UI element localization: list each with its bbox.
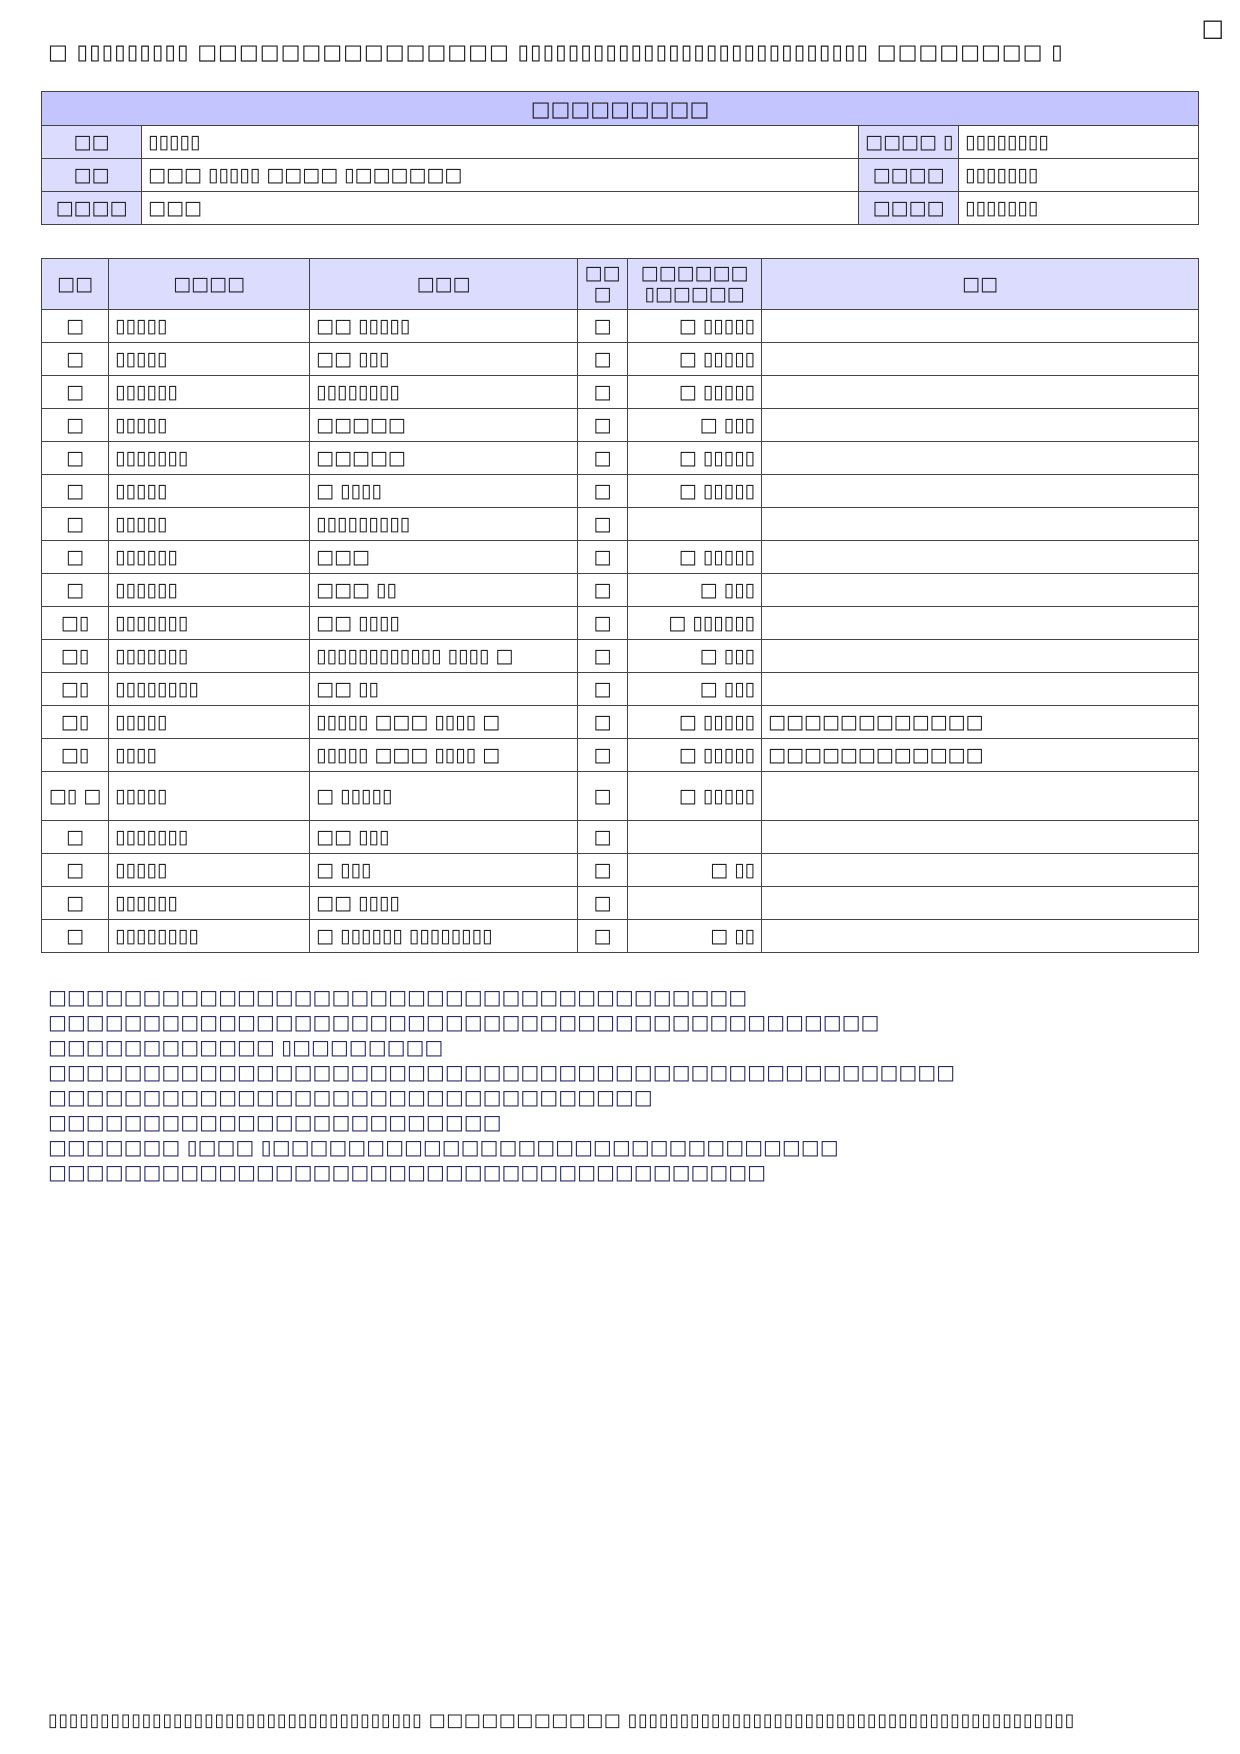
table-row bbox=[42, 607, 1199, 640]
cell-no: □▯ □ bbox=[42, 772, 109, 821]
cell-no: □ bbox=[42, 541, 109, 574]
column-header-name: □□□ bbox=[310, 259, 578, 310]
cell-note bbox=[762, 409, 1199, 442]
page-footer-text: ▯▯▯▯▯▯▯▯▯▯▯▯▯▯▯▯▯▯▯▯▯▯▯▯▯▯▯▯▯▯▯▯▯▯▯▯ □□□□□□□□□□□ ▯▯▯▯▯▯▯▯▯▯▯▯▯▯▯▯▯▯▯▯▯▯▯▯▯▯▯▯▯▯▯▯▯▯▯▯▯▯▯▯▯▯▯ bbox=[48, 1710, 1076, 1731]
cell-name: □ ▯▯▯ bbox=[310, 854, 578, 887]
cell-code: ▯▯▯▯▯▯ bbox=[109, 887, 310, 920]
cell-code: ▯▯▯▯▯ bbox=[109, 310, 310, 343]
cell-code: ▯▯▯▯▯▯▯ bbox=[109, 442, 310, 475]
cell-note bbox=[762, 920, 1199, 953]
cell-code: ▯▯▯▯▯▯ bbox=[109, 574, 310, 607]
cell-no: □▯ bbox=[42, 739, 109, 772]
cell-qty: □ bbox=[578, 343, 628, 376]
cell-name: ▯▯▯▯▯▯▯▯▯▯▯▯ ▯▯▯▯ □ bbox=[310, 640, 578, 673]
cell-name: □□ ▯▯▯ bbox=[310, 343, 578, 376]
cell-price: □ ▯▯▯▯▯ bbox=[628, 475, 762, 508]
cell-code: ▯▯▯▯▯▯▯ bbox=[109, 821, 310, 854]
table-row bbox=[42, 475, 1199, 508]
cell-price: □ ▯▯▯▯▯ bbox=[628, 541, 762, 574]
cell-code: ▯▯▯▯▯ bbox=[109, 772, 310, 821]
cell-qty: □ bbox=[578, 574, 628, 607]
cell-price: □ ▯▯▯▯▯ bbox=[628, 772, 762, 821]
cell-name: □□ ▯▯▯ bbox=[310, 821, 578, 854]
info-label: □□□□ bbox=[859, 159, 959, 192]
table-row bbox=[42, 854, 1199, 887]
table-row bbox=[42, 772, 1199, 821]
info-label: □□ bbox=[42, 126, 142, 159]
table-row bbox=[42, 541, 1199, 574]
cell-price: □ ▯▯ bbox=[628, 920, 762, 953]
parts-table bbox=[41, 258, 1199, 953]
cell-price: □ ▯▯▯▯▯ bbox=[628, 310, 762, 343]
document-header-text: □ ▯▯▯▯▯▯▯▯▯ □□□□□□□□□□□□□□□ ▯▯▯▯▯▯▯▯▯▯▯▯▯▯▯▯▯▯▯▯▯▯▯▯▯▯▯▯ □□□□□□□□ ▯ bbox=[48, 40, 1064, 64]
table-row bbox=[42, 739, 1199, 772]
info-value: ▯▯▯▯▯▯▯▯ bbox=[959, 126, 1199, 159]
cell-note bbox=[762, 673, 1199, 706]
table-row bbox=[42, 409, 1199, 442]
cell-code: ▯▯▯▯▯ bbox=[109, 409, 310, 442]
table-row bbox=[42, 706, 1199, 739]
cell-price bbox=[628, 821, 762, 854]
cell-no: □ bbox=[42, 854, 109, 887]
cell-note bbox=[762, 607, 1199, 640]
cell-no: □▯ bbox=[42, 607, 109, 640]
cell-price: □ ▯▯▯ bbox=[628, 574, 762, 607]
cell-price: □ ▯▯▯▯▯ bbox=[628, 739, 762, 772]
note-line: □□□□□□□□□□□□□□□□□□□□□□□□□□□□□□□□□□□□□□□□□□□□□□□□ bbox=[48, 1060, 956, 1084]
cell-name: □ ▯▯▯▯ bbox=[310, 475, 578, 508]
cell-qty: □ bbox=[578, 607, 628, 640]
cell-note bbox=[762, 508, 1199, 541]
cell-price: □ ▯▯▯▯▯ bbox=[628, 376, 762, 409]
cell-note: □□□□□□□□□□□□ bbox=[762, 706, 1199, 739]
cell-qty: □ bbox=[578, 376, 628, 409]
cell-no: □▯ bbox=[42, 640, 109, 673]
info-value: ▯▯▯▯▯▯▯ bbox=[959, 159, 1199, 192]
cell-note bbox=[762, 887, 1199, 920]
cell-no: □ bbox=[42, 409, 109, 442]
cell-note bbox=[762, 772, 1199, 821]
cell-no: □▯ bbox=[42, 706, 109, 739]
cell-code: ▯▯▯▯▯▯▯ bbox=[109, 607, 310, 640]
cell-name: ▯▯▯▯▯ □□□ ▯▯▯▯ □ bbox=[310, 706, 578, 739]
table-row bbox=[42, 574, 1199, 607]
info-table bbox=[41, 91, 1199, 225]
cell-name: □□□ ▯▯ bbox=[310, 574, 578, 607]
cell-no: □ bbox=[42, 574, 109, 607]
info-value: ▯▯▯▯▯▯▯ bbox=[959, 192, 1199, 225]
info-value: □□□ ▯▯▯▯▯ □□□□ ▯□□□□□□ bbox=[142, 159, 859, 192]
table-row bbox=[42, 673, 1199, 706]
info-label: □□ bbox=[42, 159, 142, 192]
cell-qty: □ bbox=[578, 508, 628, 541]
cell-note bbox=[762, 475, 1199, 508]
cell-no: □ bbox=[42, 508, 109, 541]
table-row bbox=[42, 343, 1199, 376]
column-header-no: □□ bbox=[42, 259, 109, 310]
cell-name: □□ ▯▯▯▯ bbox=[310, 887, 578, 920]
cell-note bbox=[762, 442, 1199, 475]
cell-name: □□□□□ bbox=[310, 409, 578, 442]
cell-code: ▯▯▯▯▯ bbox=[109, 343, 310, 376]
note-line: □□□□□□□□□□□□□□□□□□□□□□□□□□□□□□□□□□□□□□ bbox=[48, 1160, 767, 1184]
cell-qty: □ bbox=[578, 920, 628, 953]
cell-no: □ bbox=[42, 442, 109, 475]
cell-price bbox=[628, 887, 762, 920]
cell-name: □□ ▯▯▯▯ bbox=[310, 607, 578, 640]
cell-name: □□ ▯▯ bbox=[310, 673, 578, 706]
cell-note bbox=[762, 541, 1199, 574]
page-corner-mark: □ bbox=[1201, 14, 1224, 42]
cell-price: □ ▯▯▯▯▯ bbox=[628, 706, 762, 739]
cell-name: ▯▯▯▯▯▯▯▯▯ bbox=[310, 508, 578, 541]
cell-price: □ ▯▯▯ bbox=[628, 673, 762, 706]
info-table-title: □□□□□□□□□ bbox=[42, 92, 1199, 126]
table-row bbox=[42, 310, 1199, 343]
cell-price: □ ▯▯▯▯▯▯ bbox=[628, 607, 762, 640]
cell-price: □ ▯▯ bbox=[628, 854, 762, 887]
cell-note bbox=[762, 640, 1199, 673]
cell-qty: □ bbox=[578, 442, 628, 475]
cell-code: ▯▯▯▯▯▯ bbox=[109, 541, 310, 574]
cell-note bbox=[762, 821, 1199, 854]
cell-code: ▯▯▯▯▯ bbox=[109, 854, 310, 887]
table-row bbox=[42, 508, 1199, 541]
cell-code: ▯▯▯▯▯ bbox=[109, 475, 310, 508]
cell-price: □ ▯▯▯▯▯ bbox=[628, 442, 762, 475]
table-row bbox=[42, 920, 1199, 953]
cell-code: ▯▯▯▯ bbox=[109, 739, 310, 772]
cell-qty: □ bbox=[578, 706, 628, 739]
cell-qty: □ bbox=[578, 772, 628, 821]
cell-name: ▯▯▯▯▯▯▯▯ bbox=[310, 376, 578, 409]
cell-qty: □ bbox=[578, 673, 628, 706]
cell-qty: □ bbox=[578, 475, 628, 508]
info-label: □□□□ bbox=[859, 192, 959, 225]
note-line: □□□□□□□□□□□□ ▯□□□□□□□□ bbox=[48, 1035, 444, 1059]
cell-code: ▯▯▯▯▯▯▯ bbox=[109, 640, 310, 673]
column-header-qty: □□ □ bbox=[578, 259, 628, 310]
cell-note bbox=[762, 343, 1199, 376]
cell-name: □ ▯▯▯▯▯▯ ▯▯▯▯▯▯▯▯ bbox=[310, 920, 578, 953]
cell-code: ▯▯▯▯▯ bbox=[109, 508, 310, 541]
cell-name: ▯▯▯▯▯ □□□ ▯▯▯▯ □ bbox=[310, 739, 578, 772]
notes-section bbox=[48, 985, 955, 1185]
cell-no: □ bbox=[42, 343, 109, 376]
note-line: □□□□□□□□□□□□□□□□□□□□□□□□□□□□□□□□ bbox=[48, 1085, 653, 1109]
info-label: □□□□ ▯ bbox=[859, 126, 959, 159]
cell-note bbox=[762, 376, 1199, 409]
cell-price: □ ▯▯▯ bbox=[628, 640, 762, 673]
cell-no: □▯ bbox=[42, 673, 109, 706]
cell-price: □ ▯▯▯ bbox=[628, 409, 762, 442]
cell-code: ▯▯▯▯▯ bbox=[109, 706, 310, 739]
cell-price bbox=[628, 508, 762, 541]
cell-name: □ ▯▯▯▯▯ bbox=[310, 772, 578, 821]
cell-qty: □ bbox=[578, 821, 628, 854]
table-row bbox=[42, 376, 1199, 409]
note-line: □□□□□□□ ▯□□□ ▯□□□□□□□□□□□□□□□□□□□□□□□□□□□□□□ bbox=[48, 1135, 839, 1159]
note-line: □□□□□□□□□□□□□□□□□□□□□□□□□□□□□□□□□□□□□□□□□□□□ bbox=[48, 1010, 880, 1034]
cell-name: □□ ▯▯▯▯▯ bbox=[310, 310, 578, 343]
cell-qty: □ bbox=[578, 640, 628, 673]
cell-qty: □ bbox=[578, 409, 628, 442]
cell-code: ▯▯▯▯▯▯▯▯ bbox=[109, 673, 310, 706]
cell-qty: □ bbox=[578, 541, 628, 574]
cell-name: □□□ bbox=[310, 541, 578, 574]
table-row bbox=[42, 442, 1199, 475]
column-header-price: □□□□□□ ▯□□□□□ bbox=[628, 259, 762, 310]
cell-no: □ bbox=[42, 887, 109, 920]
table-row bbox=[42, 821, 1199, 854]
table-row bbox=[42, 640, 1199, 673]
info-label: □□□□ bbox=[42, 192, 142, 225]
cell-no: □ bbox=[42, 376, 109, 409]
cell-no: □ bbox=[42, 821, 109, 854]
cell-note bbox=[762, 574, 1199, 607]
table-row bbox=[42, 887, 1199, 920]
note-line: □□□□□□□□□□□□□□□□□□□□□□□□□□□□□□□□□□□□□ bbox=[48, 985, 748, 1009]
cell-qty: □ bbox=[578, 854, 628, 887]
cell-price: □ ▯▯▯▯▯ bbox=[628, 343, 762, 376]
cell-qty: □ bbox=[578, 310, 628, 343]
cell-qty: □ bbox=[578, 887, 628, 920]
column-header-code: □□□□ bbox=[109, 259, 310, 310]
cell-no: □ bbox=[42, 920, 109, 953]
cell-code: ▯▯▯▯▯▯▯▯ bbox=[109, 920, 310, 953]
cell-no: □ bbox=[42, 475, 109, 508]
cell-code: ▯▯▯▯▯▯ bbox=[109, 376, 310, 409]
cell-qty: □ bbox=[578, 739, 628, 772]
info-value: ▯▯▯▯▯ bbox=[142, 126, 859, 159]
cell-note bbox=[762, 854, 1199, 887]
cell-note: □□□□□□□□□□□□ bbox=[762, 739, 1199, 772]
info-value: □□□ bbox=[142, 192, 859, 225]
cell-note bbox=[762, 310, 1199, 343]
cell-name: □□□□□ bbox=[310, 442, 578, 475]
note-line: □□□□□□□□□□□□□□□□□□□□□□□□ bbox=[48, 1110, 502, 1134]
cell-no: □ bbox=[42, 310, 109, 343]
column-header-note: □□ bbox=[762, 259, 1199, 310]
